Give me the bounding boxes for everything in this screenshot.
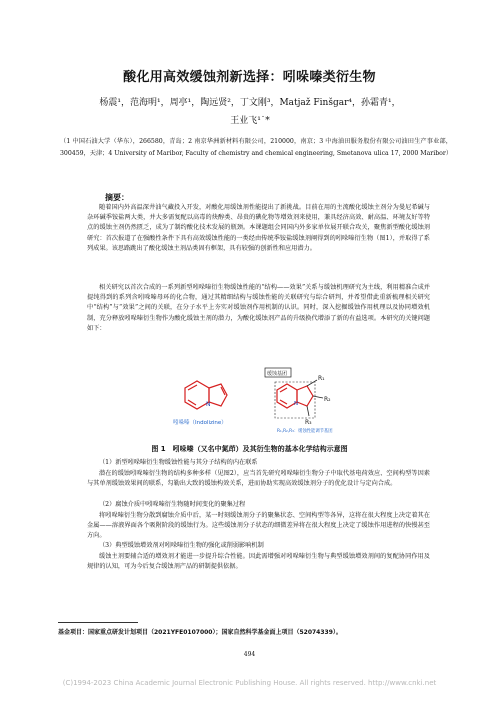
author-line-1: 杨震¹，范海明¹，周亭¹，陶远贤²，丁文刚³，Matjaž Finšgar⁴，孙霜青¹， — [99, 98, 401, 108]
issue-2-body: 将吲哚嗪衍生物分散到腐蚀介质中后，某一时刻缓蚀剂分子的聚集状态、空间构型等各异，这将在很大程度上决定着其在金属——溶液界面各个吸附阶段的缓蚀行为。这些缓蚀剂分子状态的细微差异将在很大程度上决定了缓蚀作用进程的快慢甚至方向。 — [87, 512, 430, 540]
chemical-structure-diagram — [165, 362, 365, 444]
indolizine-label: 吲哚嗪（Indolizine） — [173, 420, 227, 426]
paper-title: 酸化用高效缓蚀剂新选择：吲哚嗪类衍生物 — [123, 70, 376, 85]
nitrogen-atom: N — [206, 401, 211, 408]
abstract-paragraph-2: 相关研究以首次合成的一系列新型吲哚嗪衍生物缓蚀性能的“结构——效果”关系与缓蚀机理研究为主线，利用精准合成并提纯得到的系列含吲哚嗪母环的化合物，通过其精细结构与缓蚀性能的关联研究与综合研判，并希望借此重新梳理相关研究中“结构”与“效果”之间的关联，在分子水平上夯实对缓蚀剂作用机制的认识。同时，深入挖掘缓蚀作用机理以及协同增效机制，充分释放吲哚嗪衍生物作为酸化缓蚀主剂的潜力，为酸化缓蚀剂产品的升级换代增添了新的有益选项。本研究的关键问题如下： — [87, 284, 430, 332]
footnote-rule — [58, 622, 138, 623]
issue-1-body: 潜在的缓蚀吲哚嗪衍生物的结构多种多样（见图2），应当首先研究吲哚嗪衍生物分子中取代基电荷效应、空间构型等因素与其单剂缓蚀效果间的联系，勾勒出大致的缓蚀构效关系，进而协助实现高效缓蚀剂分子的优化设计与定向合成。 — [87, 470, 430, 488]
nitrogen-atom: N — [294, 401, 299, 407]
issue-3-heading: （3）典型缓蚀增效剂对吲哚嗪衍生物的强化或削弱影响机制 — [99, 542, 264, 549]
bond-r2 — [313, 396, 323, 398]
issue-3-body: 缓蚀主剂要辅合适的增效剂才能进一步提升综合性能。因此需增强对吲哚嗪衍生物与典型缓蚀增效剂间的复配协同作用及规律的认知，可为今后复合缓蚀剂产品的研制提供依据。 — [87, 553, 430, 571]
abstract-paragraph-1: 随着国内外高温深井油气藏投入开发，对酸化用缓蚀剂性能提出了新挑战。目前在用的主流酸化缓蚀主剂分为曼尼希碱与杂环碱季铵盐两大类，并大多需复配以高毒的炔醇类、昂贵的碘化物等增效剂来使用，兼具经济高效、耐高温、环境友好等特点的缓蚀主剂仍然匮乏，成为了制约酸化技术发展的瓶颈。本课题组会同国内外多家单位展开联合攻关，聚焦新型酸化缓蚀剂研究：首次报道了在强酸性条件下具有高效缓蚀性能的一类经由传统季铵盐缓蚀剂阐得到的吲哚嗪衍生物（图1），并取得了系列成果。该思路跳出了酸化缓蚀主剂品类固有框架，具有较强的创新性和应用潜力。 — [87, 204, 430, 252]
funding-footnote: 基金项目：国家重点研发计划项目（2021YFE0107000）；国家自然科学基金面上项目（52074339）。 — [58, 629, 342, 636]
double-bond — [280, 388, 287, 392]
five-member-ring — [297, 386, 313, 406]
five-member-ring — [209, 384, 227, 406]
double-bond — [280, 400, 287, 404]
abstract-heading: 摘要： — [105, 193, 129, 202]
page-number: 494 — [243, 651, 256, 658]
author-line-2: 王业飞¹˙* — [230, 116, 270, 126]
substituent-note: R₁,R₂,R₃：缓蚀性能调节基团 — [277, 429, 333, 434]
author-list — [30, 94, 470, 130]
r1-label: R₁ — [318, 375, 325, 382]
bond-r3 — [307, 406, 309, 416]
copyright-watermark: (C)1994-2023 China Academic Journal Electronic Publishing House. All rights reserved. http://www.cnki.net — [62, 679, 437, 687]
issue-1-heading: （1）新型吲哚嗪衍生物缓蚀性能与其分子结构的内在联系 — [99, 459, 258, 466]
issue-2-heading: （2）腐蚀介质中吲哚嗪衍生物随时间变化的聚集过程 — [99, 501, 246, 508]
figure-caption: 图 1 吲哚嗪（又名中氮茚）及其衍生物的基本化学结构示意图 — [151, 445, 348, 453]
affiliations: （1 中国石油大学（华东），266580，青岛；2 南京华洲新材料有限公司，210000，南京；3 中海油田服务股份有限公司油田生产事业部，300459，天津；4 University of Maribor, Faculty of chemistry and chemical engineering, Smetanova ulica 17, 2000 Maribor） — [60, 138, 453, 157]
figure-1 — [165, 362, 365, 444]
bond-r1 — [307, 380, 317, 386]
corrosion-group-label: 缓蚀基团 — [267, 371, 288, 377]
r2-label: R₂ — [324, 396, 331, 403]
r3-label: R₃ — [305, 419, 312, 426]
